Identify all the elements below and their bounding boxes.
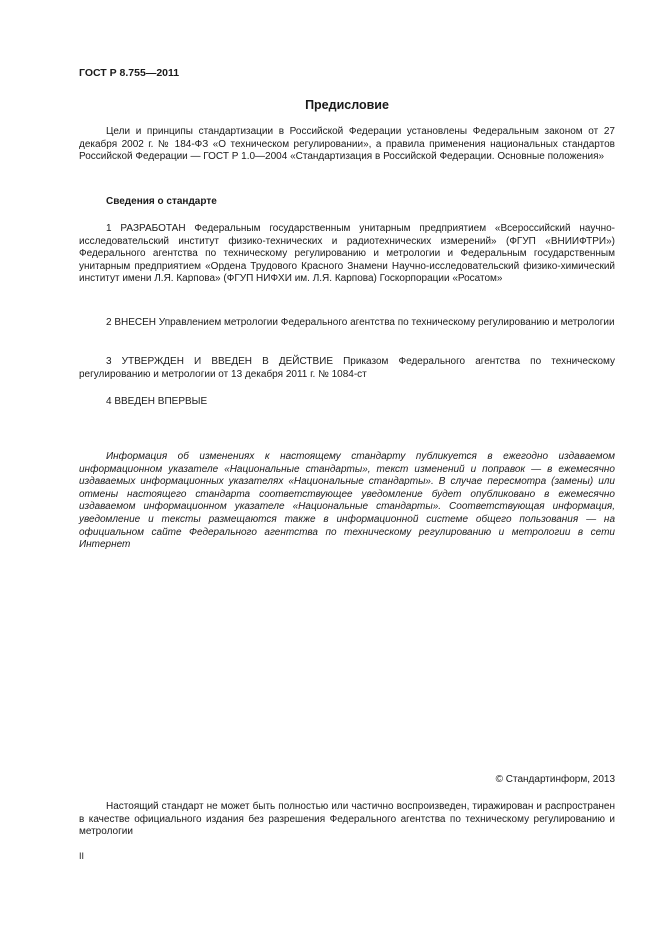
copyright-line: © Стандартинформ, 2013 <box>495 774 615 785</box>
item-first-introduced: 4 ВВЕДЕН ВПЕРВЫЕ <box>106 396 208 407</box>
item-submitted: 2 ВНЕСЕН Управлением метрологии Федерального агентства по техническому регулированию и метрологии <box>106 317 615 328</box>
page-number: II <box>79 851 85 861</box>
item-developed: 1 РАЗРАБОТАН Федеральным государственным унитарным предприятием «Всероссийский научно-исследовательский институт физико-технических и радиотехнических измерений» (ФГУП «ВНИИФТРИ») Федерального агентства по техническому регулированию и метрологии и Федеральным государственным унитарным предприятием «Ордена Трудового Красного Знамени Научно-исследовательский физико-химический институт имени Л.Я. Карпова» (ФГУП НИФХИ им. Л.Я. Карпова) Госкорпорации «Росатом» <box>79 223 615 285</box>
document-header: ГОСТ Р 8.755—2011 <box>79 67 180 79</box>
info-heading: Сведения о стандарте <box>106 196 217 207</box>
intro-paragraph: Цели и принципы стандартизации в Российской Федерации установлены Федеральным законом от 27 декабря 2002 г. № 184-ФЗ «О техническом регулировании», а правила применения национальных стандартов Российской Федерации — ГОСТ Р 1.0—2004 «Стандартизация в Российской Федерации. Основные положения» <box>79 126 615 163</box>
page-title: Предисловие <box>305 98 389 112</box>
changes-notice: Информация об изменениях к настоящему стандарту публикуется в ежегодно издаваемом информационном указателе «Национальные стандарты», текст изменений и поправок — в ежемесячно издаваемых информационных указателях «Национальные стандарты». В случае пересмотра (замены) или отмены настоящего стандарта соответствующее уведомление будет опубликовано в ежемесячно издаваемом информационном указателе «Национальные стандарты». Соответствующая информация, уведомление и тексты размещаются также в информационной системе общего пользования — на официальном сайте Федерального агентства по техническому регулированию и метрологии в сети Интернет <box>79 451 615 551</box>
item-approved: 3 УТВЕРЖДЕН И ВВЕДЕН В ДЕЙСТВИЕ Приказом Федерального агентства по техническому регулированию и метрологии от 13 декабря 2011 г. № 1084-ст <box>79 356 615 380</box>
reproduction-notice: Настоящий стандарт не может быть полностью или частично воспроизведен, тиражирован и распространен в качестве официального издания без разрешения Федерального агентства по техническому регулированию и метрологии <box>79 801 615 838</box>
